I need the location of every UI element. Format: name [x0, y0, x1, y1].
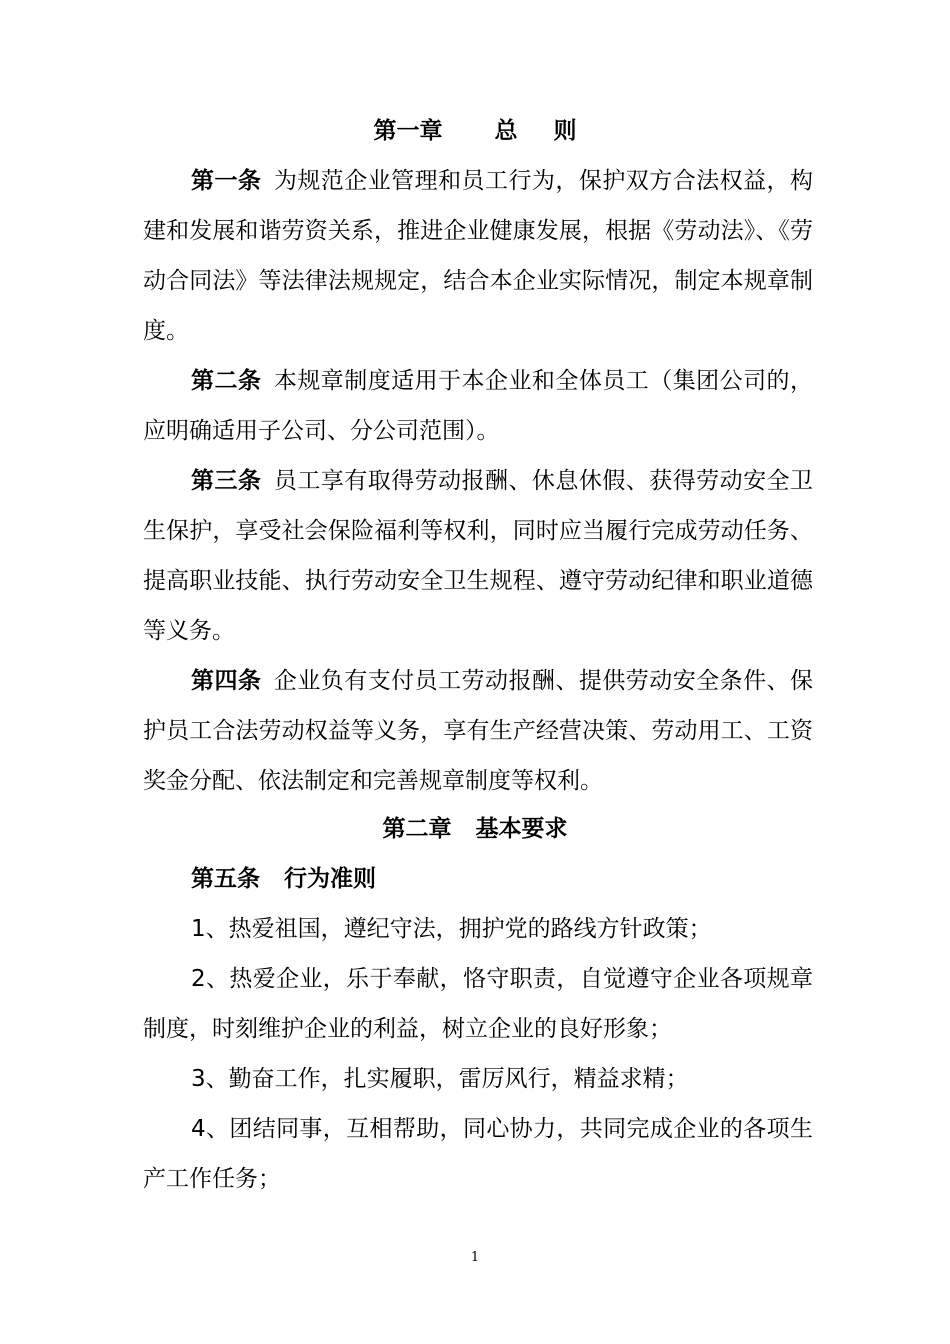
chapter-1-title-char-1: 总	[494, 118, 518, 144]
article-2-label: 第二条	[191, 368, 262, 394]
chapter-2-heading	[0, 814, 950, 844]
list-item: 1、热爱祖国，遵纪守法，拥护党的路线方针政策；	[191, 916, 712, 942]
article-1-text: 为规范企业管理和员工行为，保护双方合法权益，构建和发展和谐劳资关系，推进企业健康发展，根据《劳动法》、《劳动合同法》等法律法规规定，结合本企业实际情况，制定本规章制度。	[143, 168, 814, 344]
article-5-heading	[143, 854, 813, 904]
chapter-2-number: 第二章	[382, 816, 452, 842]
article-2-text: 本规章制度适用于本企业和全体员工（集团公司的，应明确适用子公司、分公司范围）。	[143, 368, 814, 444]
chapter-1-title-char-2: 则	[553, 118, 577, 144]
list-item: 4、团结同事，互相帮助，同心协力，共同完成企业的各项生产工作任务；	[143, 1116, 813, 1192]
article-1	[143, 156, 813, 356]
article-1-label: 第一条	[191, 168, 262, 194]
article-2	[143, 356, 813, 456]
chapter-2-title: 基本要求	[475, 816, 568, 842]
article-4-text: 企业负有支付员工劳动报酬、提供劳动安全条件、保护员工合法劳动权益等义务，享有生产经营决策、劳动用工、工资奖金分配、依法制定和完善规章制度等权利。	[143, 668, 814, 794]
article-4-label: 第四条	[191, 668, 262, 694]
article-5-label: 第五条	[191, 866, 260, 892]
article-3	[143, 456, 813, 656]
article-3-label: 第三条	[191, 468, 262, 494]
page-number: 1	[470, 1250, 480, 1265]
list-item: 2、热爱企业，乐于奉献，恪守职责，自觉遵守企业各项规章制度，时刻维护企业的利益，树立企业的良好形象；	[143, 966, 813, 1042]
chapter-1-heading	[0, 116, 950, 146]
list-item: 3、勤奋工作，扎实履职，雷厉风行，精益求精；	[191, 1066, 689, 1092]
article-5-title: 行为准则	[284, 866, 376, 892]
article-4	[143, 656, 813, 806]
chapter-1-number: 第一章	[373, 118, 443, 144]
article-3-text: 员工享有取得劳动报酬、休息休假、获得劳动安全卫生保护，享受社会保险福利等权利，同时应当履行完成劳动任务、提高职业技能、执行劳动安全卫生规程、遵守劳动纪律和职业道德等义务。	[143, 468, 814, 644]
